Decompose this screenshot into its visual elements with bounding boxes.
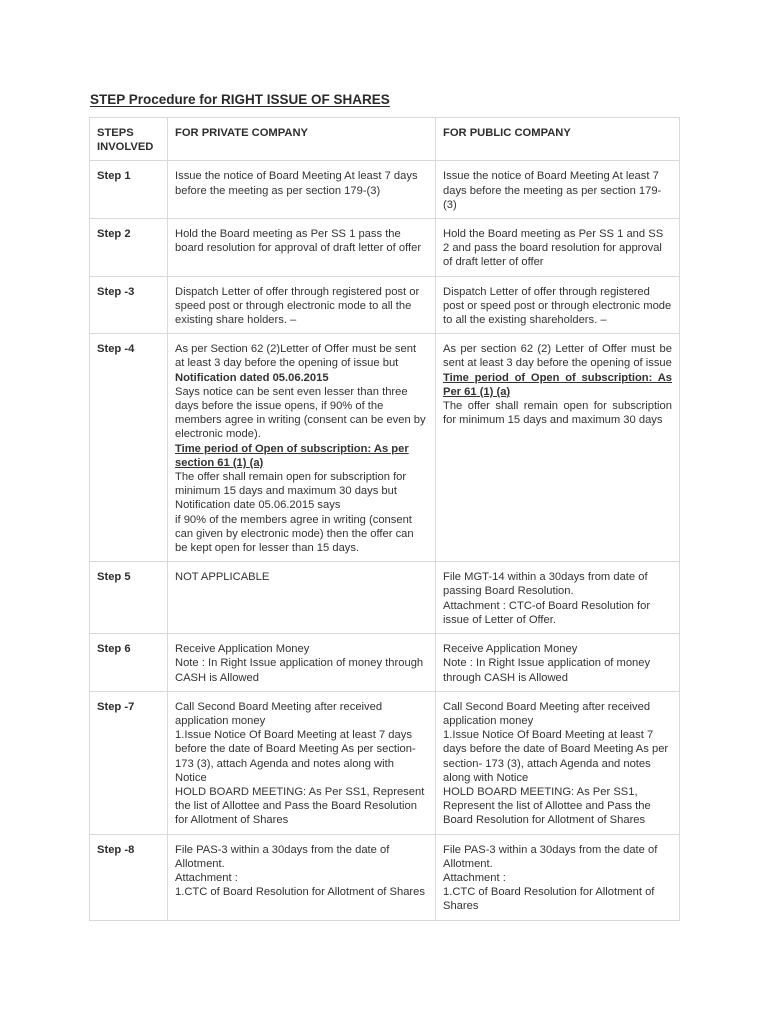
header-public: FOR PUBLIC COMPANY	[436, 118, 680, 161]
step-label: Step 6	[90, 634, 168, 692]
header-steps: STEPS INVOLVED	[90, 118, 168, 161]
cell-text: As per Section 62 (2)Letter of Offer must be sent at least 3 day before the opening of issue but	[175, 343, 417, 370]
document-title: STEP Procedure for RIGHT ISSUE OF SHARES	[90, 92, 390, 107]
cell-text: Note : In Right Issue application of money through CASH is Allowed	[443, 657, 651, 684]
cell-text: File PAS-3 within a 30days from the date of Allotment.	[443, 843, 658, 870]
cell-text: Receive Application Money	[443, 643, 578, 656]
cell-text: HOLD BOARD MEETING: As Per SS1, Represent the list of Allottee and Pass the Board Resolution for Allotment of Shares	[175, 785, 425, 827]
cell-text: HOLD BOARD MEETING: As Per SS1, Represent the list of Allottee and Pass the Board Resolution for Allotment of Shares	[443, 785, 651, 827]
cell-text: 1.CTC of Board Resolution for Allotment of Shares	[443, 886, 655, 913]
public-cell	[436, 562, 680, 634]
table-row	[90, 562, 680, 634]
cell-text: Note : In Right Issue application of money through CASH is Allowed	[175, 657, 424, 684]
table-header-row	[90, 118, 680, 161]
cell-text: Attachment :	[175, 871, 238, 884]
private-cell	[168, 691, 436, 834]
step-label: Step 5	[90, 562, 168, 634]
cell-text: 1.Issue Notice Of Board Meeting at least 7 days before the date of Board Meeting As per section- 173 (3), attach Agenda and notes along with Notice	[443, 729, 669, 784]
private-cell	[168, 219, 436, 277]
step-label: Step 1	[90, 161, 168, 219]
cell-text: The offer shall remain open for subscription for minimum 15 days and maximum 30 days but Notification date 05.06.2015 says	[175, 471, 407, 512]
step-label: Step -7	[90, 691, 168, 834]
cell-text: NOT APPLICABLE	[175, 571, 270, 584]
cell-text: File PAS-3 within a 30days from the date of Allotment.	[175, 843, 390, 870]
cell-text: Dispatch Letter of offer through registered post or speed post or through electronic mode to all the existing shareholders. –	[443, 285, 672, 327]
cell-text: File MGT-14 within a 30days from date of passing Board Resolution.	[443, 571, 648, 598]
public-cell	[436, 276, 680, 334]
cell-text: 1.CTC of Board Resolution for Allotment of Shares	[175, 886, 425, 899]
step-label: Step -8	[90, 834, 168, 920]
cell-text: Says notice can be sent even lesser than three days before the issue opens, if 90% of the members agree in writing (consent can be even by electronic mode).	[175, 385, 426, 441]
cell-text: Issue the notice of Board Meeting At least 7 days before the meeting as per section 179-(3)	[175, 170, 418, 197]
private-cell	[168, 334, 436, 562]
public-cell	[436, 634, 680, 692]
cell-text: Call Second Board Meeting after received application money	[175, 700, 383, 727]
subscription-heading: Time period of Open of subscription: As per section 61 (1) (a)	[175, 442, 409, 469]
cell-text: Hold the Board meeting as Per SS 1 pass the board resolution for approval of draft letter of offer	[175, 228, 422, 255]
table-row	[90, 334, 680, 562]
private-cell	[168, 161, 436, 219]
step-label: Step -3	[90, 276, 168, 334]
cell-text: Receive Application Money	[175, 643, 310, 656]
private-cell	[168, 634, 436, 692]
cell-text: Dispatch Letter of offer through registered post or speed post or through electronic mode to all the existing share holders. –	[175, 285, 420, 327]
private-cell	[168, 562, 436, 634]
table-row	[90, 834, 680, 920]
step-label: Step -4	[90, 334, 168, 562]
cell-text: if 90% of the members agree in writing (consent can given by electronic mode) then the offer can be kept open for lesser than 15 days.	[175, 513, 414, 555]
public-cell	[436, 334, 680, 562]
cell-text: 1.Issue Notice Of Board Meeting at least 7 days before the date of Board Meeting As per section- 173 (3), attach Agenda and notes along with Notice	[175, 729, 416, 784]
table-row	[90, 691, 680, 834]
cell-text: The offer shall remain open for subscription for minimum 15 days and maximum 30 days	[443, 400, 672, 427]
cell-text: Issue the notice of Board Meeting At least 7 days before the meeting as per section 179-(3)	[443, 170, 662, 211]
public-cell	[436, 161, 680, 219]
public-cell	[436, 834, 680, 920]
header-private: FOR PRIVATE COMPANY	[168, 118, 436, 161]
cell-text: Attachment :	[443, 871, 506, 884]
cell-text: Hold the Board meeting as Per SS 1 and SS 2 and pass the board resolution for approval of draft letter of offer	[443, 228, 664, 269]
private-cell	[168, 276, 436, 334]
public-cell	[436, 691, 680, 834]
table-row	[90, 634, 680, 692]
cell-text: As per section 62 (2) Letter of Offer must be sent at least 3 day before the opening of issue	[443, 343, 672, 370]
cell-text: Attachment : CTC-of Board Resolution for issue of Letter of Offer.	[443, 599, 651, 626]
step-label: Step 2	[90, 219, 168, 277]
table-row	[90, 219, 680, 277]
notification-date: Notification dated 05.06.2015	[175, 371, 329, 384]
cell-text	[175, 342, 428, 385]
subscription-heading: Time period of Open of subscription: As Per 61 (1) (a)	[443, 371, 672, 398]
public-cell	[436, 219, 680, 277]
private-cell	[168, 834, 436, 920]
table-row	[90, 276, 680, 334]
procedure-table	[89, 117, 680, 921]
cell-text: Call Second Board Meeting after received application money	[443, 700, 651, 727]
table-row	[90, 161, 680, 219]
